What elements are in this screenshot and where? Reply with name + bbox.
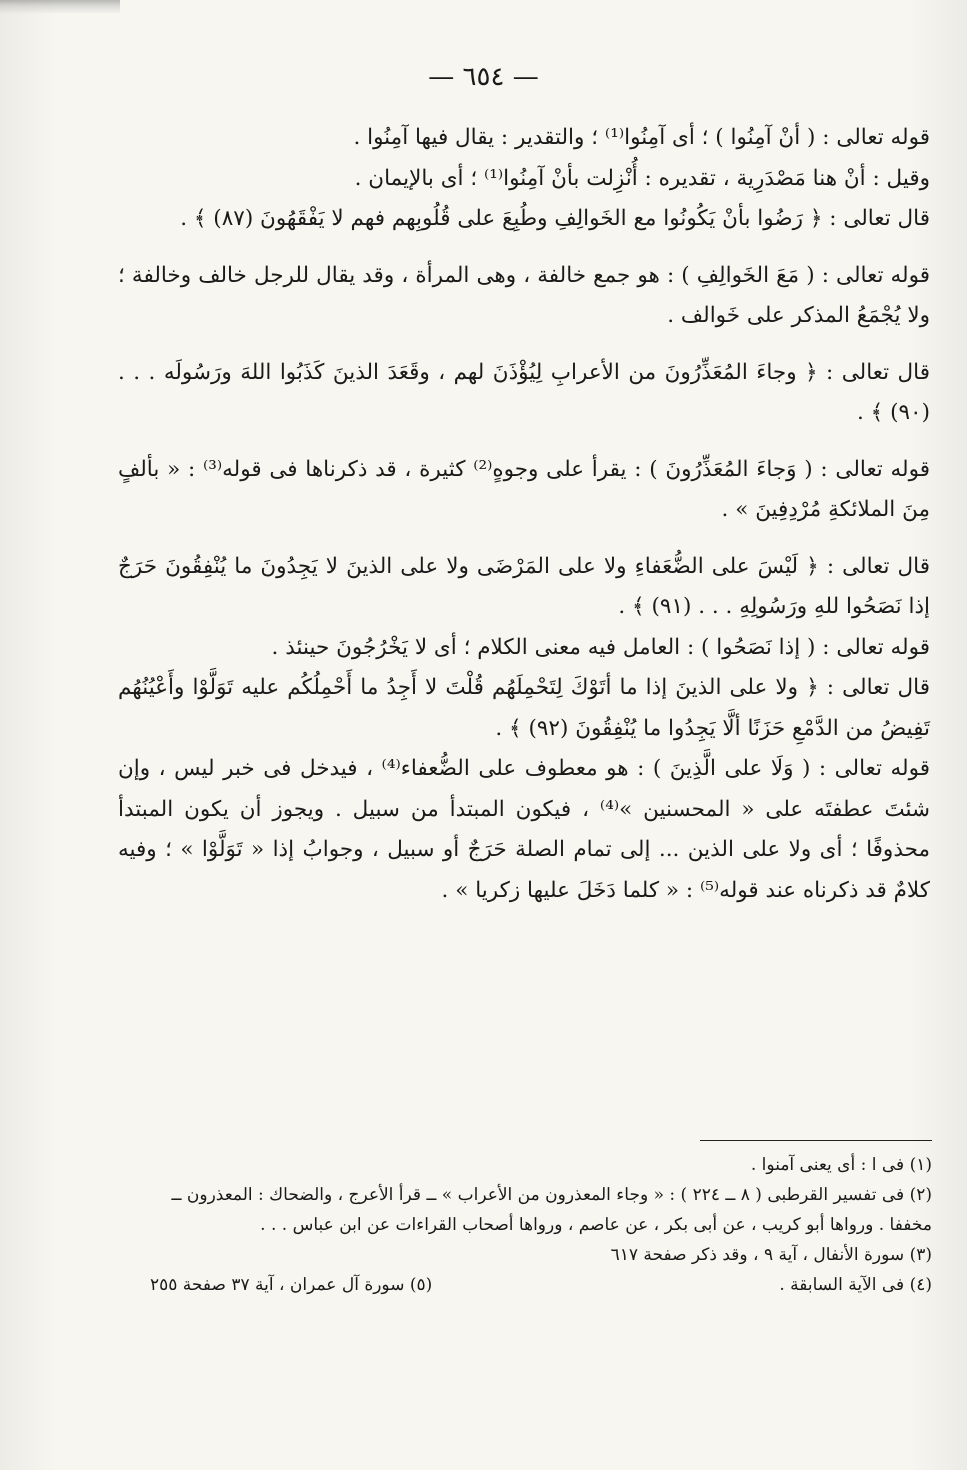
footnote-row bbox=[150, 1270, 932, 1300]
footnote-divider bbox=[700, 1140, 932, 1141]
paragraph-4: قوله تعالى : ( مَعَ الخَوالِفِ ) : هو جمع خالفة ، وهى المرأة ، وقد يقال للرجل خالف وخالفة ؛ ولا يُجْمَعُ المذكر على خَوالف . bbox=[118, 262, 930, 328]
paragraph-9: قال تعالى : ﴿ ولا على الذينَ إذا ما أتَوْكَ لِتَحْمِلَهُم قُلْتَ لا أَجِدُ ما أَحْمِلُكُم عليه تَوَلَّوْا وأَعْيُنُهُم تَفِيضُ من الدَّمْعِ حَزَنًا ألَّا يَجِدُوا ما يُنْفِقُونَ (٩٢) ﴾ . bbox=[118, 675, 930, 741]
paragraph-7: قال تعالى : ﴿ لَيْسَ على الضُّعَفاءِ ولا على المَرْضَى ولا على الذينَ لا يَجِدُونَ ما يُنْفِقُونَ حَرَجٌ إذا نَصَحُوا للهِ ورَسُولِهِ . . . (٩١) ﴾ . bbox=[118, 553, 930, 619]
paragraph-10: قوله تعالى : ( وَلَا على الَّذِينَ ) : هو معطوف على الضُّعفاء⁽⁴⁾ ، فيدخل فى خبر ليس ، وإن شئتَ عطفتَه على « المحسنين »⁽⁴⁾ ، فيكون المبتدأ من سبيل . ويجوز أن يكون المبتدأ محذوفًا ؛ أى ولا على الذين ... إلى تمام الصلة حَرَجٌ أو سبيل ، وجوابُ إذا « تَوَلَّوْا » ؛ وفيه كلامٌ قد ذكرناه عند قوله⁽⁵⁾ : « كلما دَخَلَ عليها زكريا » . bbox=[118, 756, 930, 903]
footnotes bbox=[150, 1150, 932, 1300]
main-text bbox=[118, 118, 930, 911]
footnote-5: (٥) سورة آل عمران ، آية ٣٧ صفحة ٢٥٥ bbox=[150, 1275, 433, 1295]
footnote-4: (٤) فى الآية السابقة . bbox=[779, 1275, 932, 1295]
footnote-2: (٢) فى تفسير القرطبى ( ٨ ــ ٢٢٤ ) : « وجاء المعذرون من الأعراب » ــ قرأ الأعرج ، والضحاك : المعذرون ــ مخففا . ورواها أبو كريب ، عن أبى بكر ، عن عاصم ، ورواها أصحاب القراءات عن ابن عباس . . . bbox=[171, 1185, 932, 1235]
paragraph-2: وقيل : أنْ هنا مَصْدَرِية ، تقديره : أُنْزِلت بأنْ آمِنُوا⁽¹⁾ ؛ أى بالإيمان . bbox=[354, 165, 930, 191]
paragraph-3: قال تعالى : ﴿ رَضُوا بأنْ يَكُونُوا مع الخَوالِفِ وطُبِعَ على قُلُوبِهم فهم لا يَفْقَهُونَ (٨٧) ﴾ . bbox=[180, 206, 930, 231]
paragraph-6: قوله تعالى : ( وَجاءَ المُعَذِّرُونَ ) : يقرأ على وجوهٍ⁽²⁾ كثيرة ، قد ذكرناها فى قوله⁽³⁾ : « بألفٍ مِنَ الملائكةِ مُرْدِفِينَ » . bbox=[118, 456, 930, 522]
paragraph-8: قوله تعالى : ( إذا نَصَحُوا ) : العامل فيه معنى الكلام ؛ أى لا يَخْرُجُونَ حينئذ . bbox=[271, 634, 930, 660]
paragraph-5: قال تعالى : ﴿ وجاءَ المُعَذِّرُونَ من الأعرابِ لِيُؤْذَنَ لهم ، وقَعَدَ الذينَ كَذَبُوا اللهَ ورَسُولَه . . . (٩٠) ﴾ . bbox=[118, 359, 930, 425]
scan-edge-mark bbox=[0, 0, 120, 14]
footnote-1: (١) فى ا : أى يعنى آمنوا . bbox=[750, 1155, 932, 1175]
page-number: — ٦٥٤ — bbox=[428, 62, 539, 92]
footnote-3: (٣) سورة الأنفال ، آية ٩ ، وقد ذكر صفحة ٦١٧ bbox=[610, 1245, 932, 1265]
paragraph-1: قوله تعالى : ( أنْ آمِنُوا ) ؛ أى آمِنُوا⁽¹⁾ ؛ والتقدير : يقال فيها آمِنُوا . bbox=[353, 125, 930, 150]
